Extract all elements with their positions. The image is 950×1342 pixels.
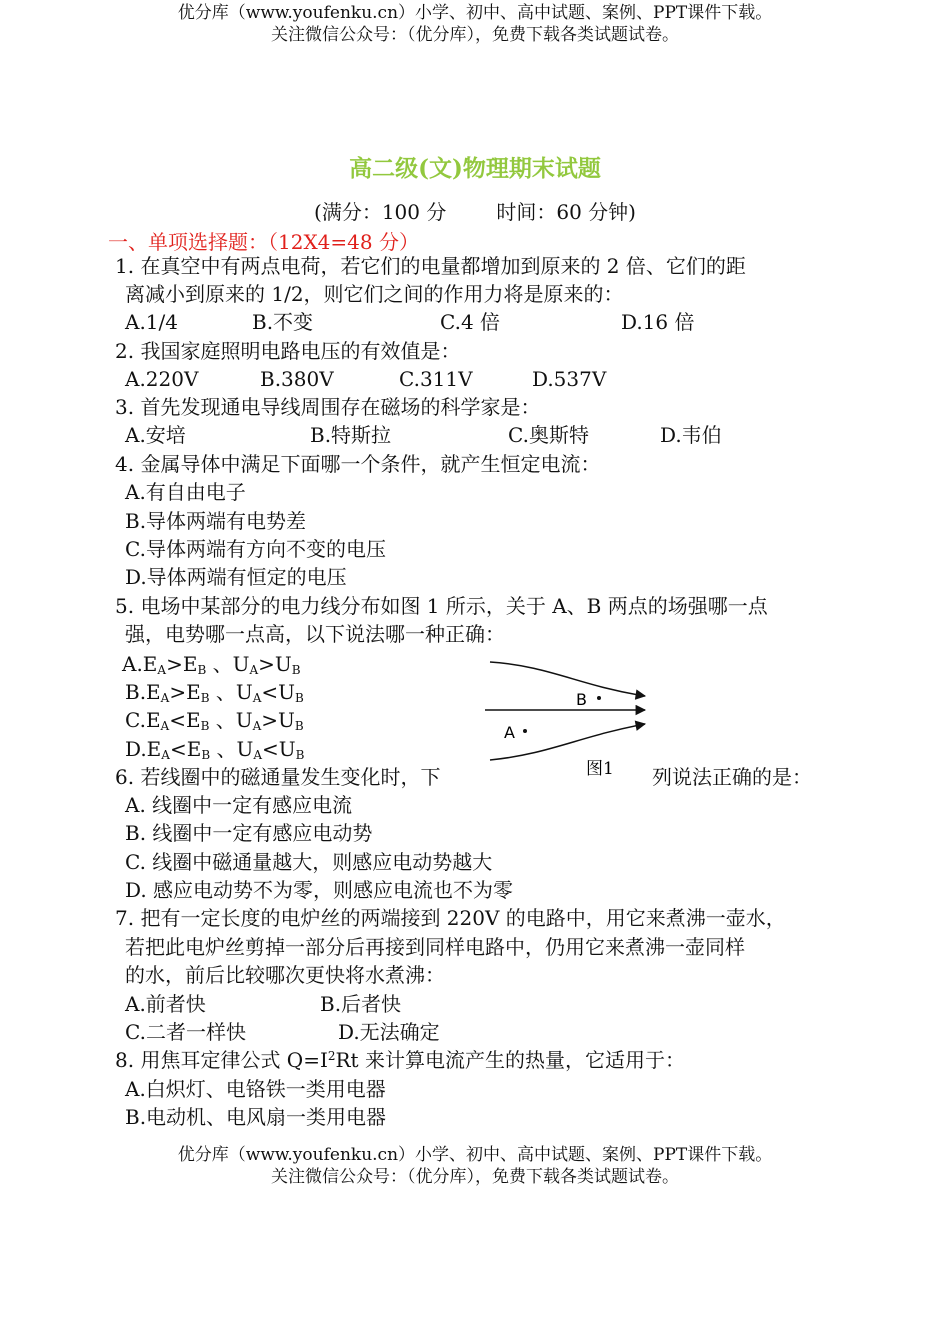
page-title: 高二级(文)物理期末试题 [349,155,601,182]
q1-option-a: A.1/4 [125,310,178,334]
q6-stem-left: 6. 若线圈中的磁通量发生变化时，下 [115,765,441,789]
q3-option-d: D.韦伯 [660,423,722,447]
q5-option-a: $A.E_A>E_B$ 、$U_A>U_B$ [122,652,301,677]
q4-stem: 4. 金属导体中满足下面哪一个条件，就产生恒定电流： [115,452,601,476]
q2-option-d: D.537V [532,367,607,391]
header-line-1: 优分库（www.youfenku.cn）小学、初中、高中试题、案例、PPT课件下载。 [177,3,773,23]
q2-stem: 2. 我国家庭照明电路电压的有效值是： [115,339,461,363]
q6-option-d: D. 感应电动势不为零，则感应电流也不为零 [125,878,514,902]
q1-option-d: D.16 倍 [621,310,695,334]
q4-option-d: D.导体两端有恒定的电压 [125,565,347,589]
q3-stem: 3. 首先发现通电导线周围存在磁场的科学家是： [115,395,541,419]
footer-line-2: 关注微信公众号：（优分库），免费下载各类试题试卷。 [271,1167,679,1187]
subtitle [0,196,950,225]
q3-option-b: B.特斯拉 [310,423,392,447]
q7-option-d: D.无法确定 [338,1020,440,1044]
q8-option-a: A.白炽灯、电铬铁一类用电器 [125,1077,386,1101]
subtitle-time: 时间：60 分钟) [496,200,636,224]
q5-option-b: $B.E_A>E_B$ 、$U_A<U_B$ [125,680,304,705]
q6-option-b: B. 线圈中一定有感应电动势 [125,821,373,845]
q4-option-c: C.导体两端有方向不变的电压 [125,537,386,561]
q3-option-c: C.奥斯特 [508,423,589,447]
q2-option-c: C.311V [399,367,473,391]
point-a-dot [523,729,527,733]
q2-option-b: B.380V [260,367,334,391]
field-line-top [490,662,645,696]
q8-stem: 8. 用焦耳定律公式 $Q=I^2Rt$ 来计算电流产生的热量，它适用于： [115,1048,685,1072]
q6-stem-right: 列说法正确的是： [652,765,812,789]
subtitle-score: (满分：100 分 [314,200,447,224]
point-a-label: A [504,723,515,742]
q7-option-b: B.后者快 [320,992,402,1016]
q4-option-b: B.导体两端有电势差 [125,509,307,533]
q5-option-c: $C.E_A<E_B$ 、$U_A>U_B$ [125,708,304,733]
header-line-2: 关注微信公众号：（优分库），免费下载各类试题试卷。 [271,25,679,45]
q4-option-a: A.有自由电子 [125,480,246,504]
q7-stem-line-1: 7. 把有一定长度的电炉丝的两端接到 220V 的电路中，用它来煮沸一壶水， [115,906,786,930]
section-heading: 一、单项选择题：（12X4=48 分） [108,230,419,254]
q3-option-a: A.安培 [125,423,186,447]
q1-option-c: C.4 倍 [440,310,501,334]
q1-stem-line-1: 1. 在真空中有两点电荷，若它们的电量都增加到原来的 2 倍、它们的距 [115,254,746,278]
q5-stem-line-2: 强，电势哪一点高，以下说法哪一种正确： [125,622,505,646]
q7-stem-line-2: 若把此电炉丝剪掉一部分后再接到同样电路中，仍用它来煮沸一壶同样 [125,935,745,959]
q1-option-b: B.不变 [252,310,314,334]
footer-line-1: 优分库（www.youfenku.cn）小学、初中、高中试题、案例、PPT课件下载。 [177,1145,773,1165]
field-lines-figure [480,656,660,786]
q5-option-d: $D.E_A<E_B$ 、$U_A<U_B$ [125,737,305,762]
q1-stem-line-2: 离减小到原来的 1/2，则它们之间的作用力将是原来的： [125,282,624,306]
point-b-dot [597,696,601,700]
q8-option-b: B.电动机、电风扇一类用电器 [125,1105,387,1129]
q5-stem-line-1: 5. 电场中某部分的电力线分布如图 1 所示，关于 A、B 两点的场强哪一点 [115,594,768,618]
q6-option-c: C. 线圈中磁通量越大，则感应电动势越大 [125,850,493,874]
q2-option-a: A.220V [125,367,199,391]
q7-option-a: A.前者快 [125,992,206,1016]
q7-option-c: C.二者一样快 [125,1020,246,1044]
q6-option-a: A. 线圈中一定有感应电流 [125,793,353,817]
figure-caption: 图1 [586,759,614,779]
q7-stem-line-3: 的水，前后比较哪次更快将水煮沸： [125,963,445,987]
point-b-label: B [576,690,587,709]
